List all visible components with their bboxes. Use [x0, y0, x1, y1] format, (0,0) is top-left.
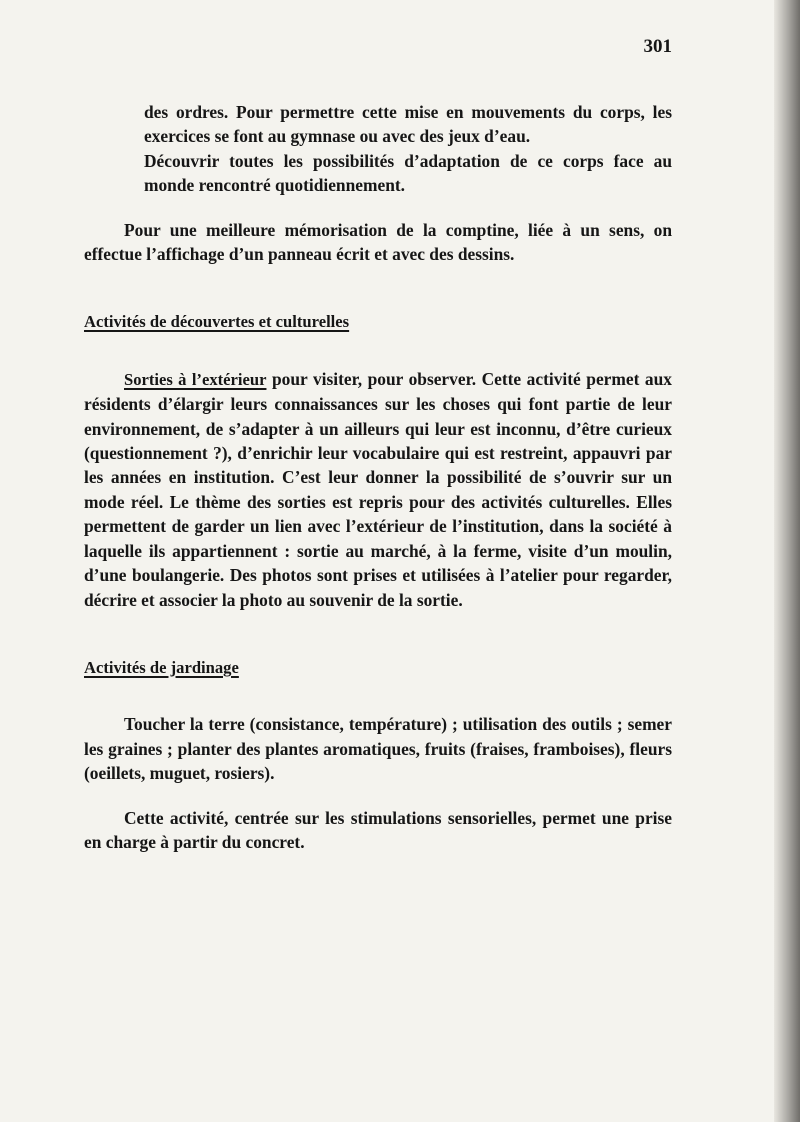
section-heading-decouvertes: Activités de découvertes et culturelles	[84, 312, 350, 332]
page-edge-shadow	[774, 0, 800, 1122]
jardinage-paragraph-2: Cette activité, centrée sur les stimulations sensorielles, permet une prise en charge à partir du concret.	[84, 807, 672, 852]
jardinage-paragraph-1: Toucher la terre (consistance, température) ; utilisation des outils ; semer les graines ; planter des plantes aromatiques, fruits (fraises, framboises), fleurs (oeillets, muguet, rosiers).	[84, 714, 672, 784]
sorties-body: pour visiter, pour observer. Cette activité permet aux résidents d’élargir leurs connaissances sur les choses qui font partie de leur environnement, de s’adapter à un ailleurs qui leur est inconnu, d’être curieux (questionnement ?), d’enrichir leur vocabulaire qui est restreint, appauvri par les années en institution. C’est leur donner la possibilité de s’ouvrir sur un mode réel. Le thème des sorties est repris pour des activités culturelles. Elles permettent de garder un lien avec l’extérieur de l’institution, dans la société à laquelle ils appartiennent : sortie au marché, à la ferme, visite d’un moulin, d’une boulangerie. Des photos sont prises et utilisées à l’atelier pour regarder, décrire et associer la photo au souvenir de la sortie.	[84, 368, 672, 610]
document-body	[84, 100, 672, 854]
sorties-lead: Sorties à l’extérieur	[124, 369, 267, 389]
intro-paragraph-1: des ordres. Pour permettre cette mise en mouvements du corps, les exercices se font au gymnase ou avec des jeux d’eau.	[144, 102, 672, 147]
intro-paragraph-2: Découvrir toutes les possibilités d’adaptation de ce corps face au monde rencontré quotidiennement.	[144, 150, 672, 196]
page-number: 301	[643, 36, 672, 57]
memorisation-paragraph: Pour une meilleure mémorisation de la comptine, liée à un sens, on effectue l’affichage d’un panneau écrit et avec des dessins.	[84, 219, 672, 265]
sorties-paragraph	[84, 367, 672, 612]
section-heading-jardinage: Activités de jardinage	[84, 657, 239, 677]
